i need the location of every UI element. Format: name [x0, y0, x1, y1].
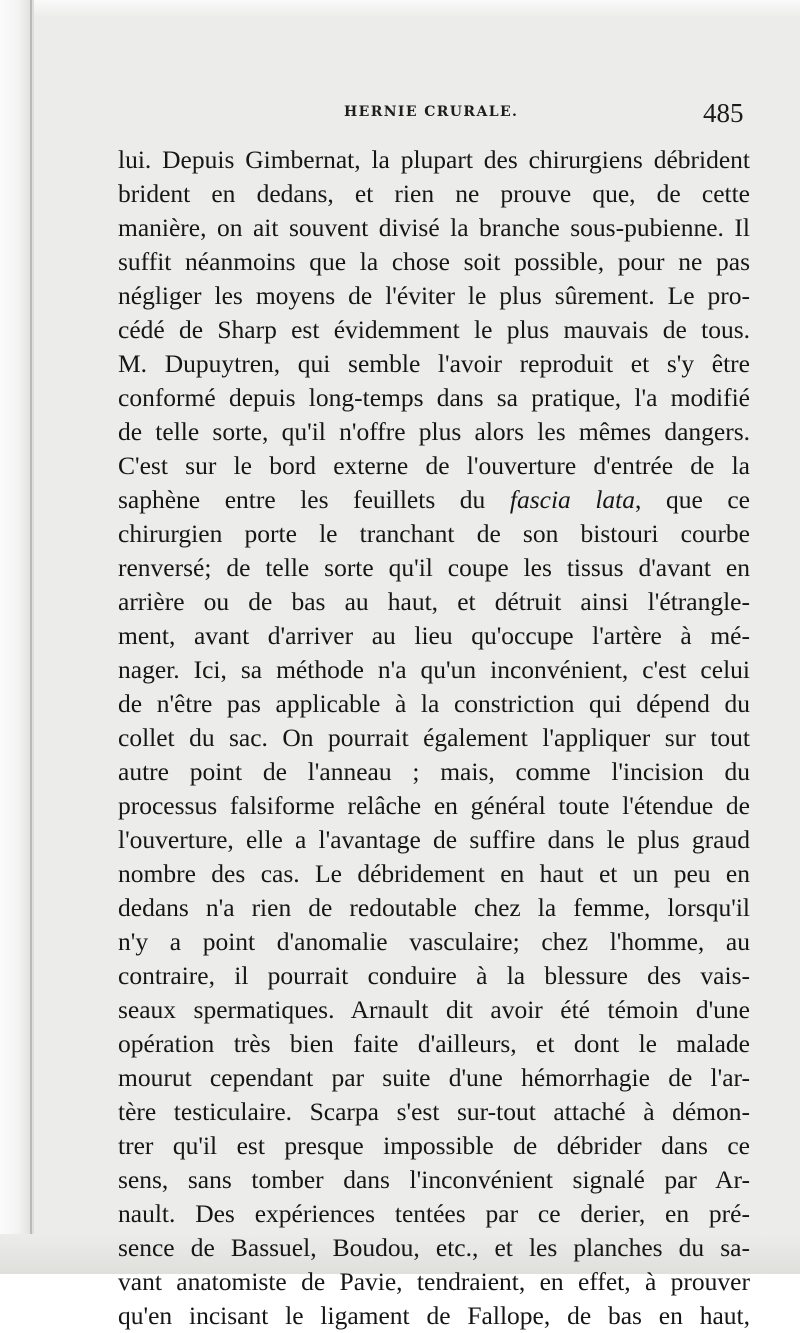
italic-term: fascia lata	[509, 485, 636, 514]
text-line: de n'être pas applicable à la constriction qui dépend du	[118, 689, 750, 718]
text-line: vant anatomiste de Pavie, tendraient, en effet, à prouver	[118, 1267, 750, 1296]
text-line: l'ouverture, elle a l'avantage de suffire dans le plus graud	[118, 825, 750, 854]
text-line: chirurgien porte le tranchant de son bistouri courbe	[118, 519, 750, 548]
text-line: renversé; de telle sorte qu'il coupe les tissus d'avant en	[118, 553, 750, 582]
text-line: nombre des cas. Le débridement en haut et un peu en	[118, 859, 750, 888]
text-line: n'y a point d'anomalie vasculaire; chez l'homme, au	[118, 927, 750, 956]
text-line: seaux spermatiques. Arnault dit avoir été témoin d'une	[118, 995, 750, 1024]
text-line: tère testiculaire. Scarpa s'est sur-tout attaché à démon-	[118, 1097, 750, 1126]
text-line: nault. Des expériences tentées par ce derier, en pré-	[118, 1199, 750, 1228]
text-line: qu'en incisant le ligament de Fallope, de bas en haut,	[118, 1301, 750, 1330]
body-text	[118, 143, 750, 1333]
text-line: M. Dupuytren, qui semble l'avoir reproduit et s'y être	[118, 349, 750, 378]
text-line: brident en dedans, et rien ne prouve que, de cette	[118, 179, 750, 208]
text-line: cédé de Sharp est évidemment le plus mauvais de tous.	[118, 315, 750, 344]
text-line: autre point de l'anneau ; mais, comme l'incision du	[118, 757, 750, 786]
text-line: de telle sorte, qu'il n'offre plus alors les mêmes dangers.	[118, 417, 750, 446]
page-top-edge	[0, 0, 800, 18]
gutter-fold-line	[30, 0, 32, 1274]
text-line: nager. Ici, sa méthode n'a qu'un inconvénient, c'est celui	[118, 655, 750, 684]
text-line: arrière ou de bas au haut, et détruit ainsi l'étrangle-	[118, 587, 750, 616]
text-line: dedans n'a rien de redoutable chez la femme, lorsqu'il	[118, 893, 750, 922]
text-line: mourut cependant par suite d'une hémorrhagie de l'ar-	[118, 1063, 750, 1092]
text-line: négliger les moyens de l'éviter le plus sûrement. Le pro-	[118, 281, 750, 310]
text-segment: , que ce	[635, 485, 750, 514]
book-gutter	[0, 0, 34, 1274]
text-line: suffit néanmoins que la chose soit possible, pour ne pas	[118, 247, 750, 276]
text-line: sence de Bassuel, Boudou, etc., et les planches du sa-	[118, 1233, 750, 1262]
text-line: contraire, il pourrait conduire à la blessure des vais-	[118, 961, 750, 990]
text-segment: saphène entre les feuillets du	[118, 485, 486, 514]
text-line: manière, on ait souvent divisé la branche sous-pubienne. Il	[118, 213, 750, 242]
text-line: trer qu'il est presque impossible de débrider dans ce	[118, 1131, 750, 1160]
text-line: processus falsiforme relâche en général toute l'étendue de	[118, 791, 750, 820]
running-head: HERNIE CRURALE.	[344, 104, 519, 120]
text-line: conformé depuis long-temps dans sa pratique, l'a modifié	[118, 383, 750, 412]
text-line: opération très bien faite d'ailleurs, et dont le malade	[118, 1029, 750, 1058]
page-number: 485	[703, 98, 744, 128]
text-line: collet du sac. On pourrait également l'appliquer sur tout	[118, 723, 750, 752]
text-line: lui. Depuis Gimbernat, la plupart des chirurgiens débrident	[118, 145, 750, 174]
text-line: sens, sans tomber dans l'inconvénient signalé par Ar-	[118, 1165, 750, 1194]
text-line: C'est sur le bord externe de l'ouverture d'entrée de la	[118, 451, 750, 480]
text-line: ment, avant d'arriver au lieu qu'occupe l'artère à mé-	[118, 621, 750, 650]
text-line-with-italic	[118, 483, 750, 517]
